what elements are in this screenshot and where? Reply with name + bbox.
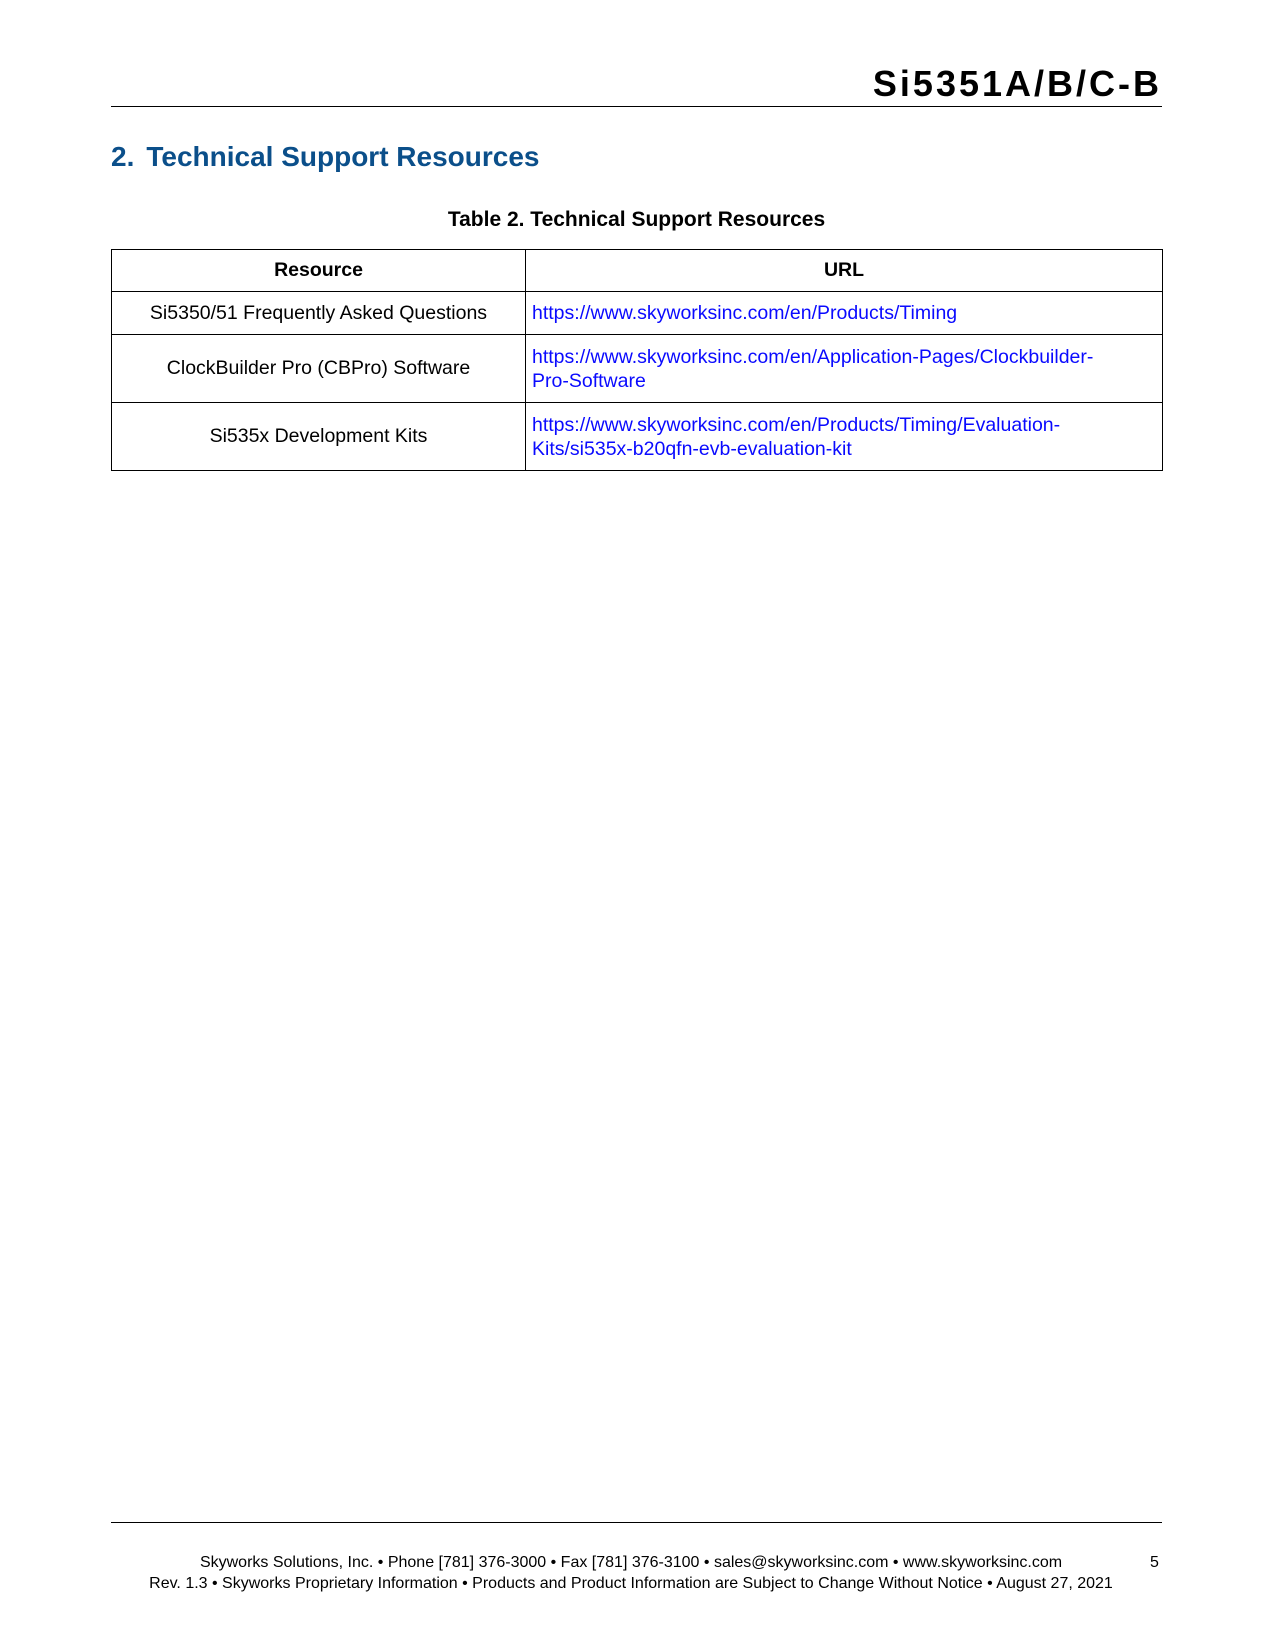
section-number: 2.	[111, 141, 135, 172]
url-link[interactable]	[526, 292, 1163, 335]
url-line[interactable]: https://www.skyworksinc.com/en/Products/Timing/Evaluation-	[532, 413, 1061, 436]
footer-divider	[111, 1522, 1162, 1523]
resource-cell: Si5350/51 Frequently Asked Questions	[112, 292, 526, 335]
table-header-row	[112, 250, 1163, 292]
url-line[interactable]: Kits/si535x-b20qfn-evb-evaluation-kit	[532, 437, 852, 460]
url-line[interactable]: https://www.skyworksinc.com/en/Products/Timing	[532, 302, 958, 324]
table-row	[112, 292, 1163, 335]
table-caption: Table 2. Technical Support Resources	[447, 208, 826, 231]
section-heading	[111, 140, 540, 174]
url-link[interactable]	[526, 403, 1163, 471]
resource-cell: Si535x Development Kits	[112, 403, 526, 471]
document-title: Si5351A/B/C-B	[872, 63, 1162, 104]
table-row	[112, 403, 1163, 471]
resources-table	[111, 249, 1163, 471]
url-link[interactable]	[526, 335, 1163, 403]
column-header-url: URL	[526, 250, 1163, 292]
footer-contact-line: Skyworks Solutions, Inc. • Phone [781] 376-3000 • Fax [781] 376-3100 • sales@skyworksinc.com • www.skyworksinc.com	[199, 1554, 1063, 1571]
resource-cell: ClockBuilder Pro (CBPro) Software	[112, 335, 526, 403]
page-number: 5	[1150, 1554, 1159, 1571]
url-line[interactable]: https://www.skyworksinc.com/en/Application-Pages/Clockbuilder-	[532, 345, 1094, 368]
url-line[interactable]: Pro-Software	[532, 369, 646, 392]
column-header-resource: Resource	[112, 250, 526, 292]
table-row	[112, 335, 1163, 403]
footer-revision-line: Rev. 1.3 • Skyworks Proprietary Information • Products and Product Information are Subject to Change Without Notice • August 27, 2021	[149, 1575, 1113, 1592]
header-divider	[111, 106, 1162, 107]
section-title: Technical Support Resources	[146, 141, 540, 172]
